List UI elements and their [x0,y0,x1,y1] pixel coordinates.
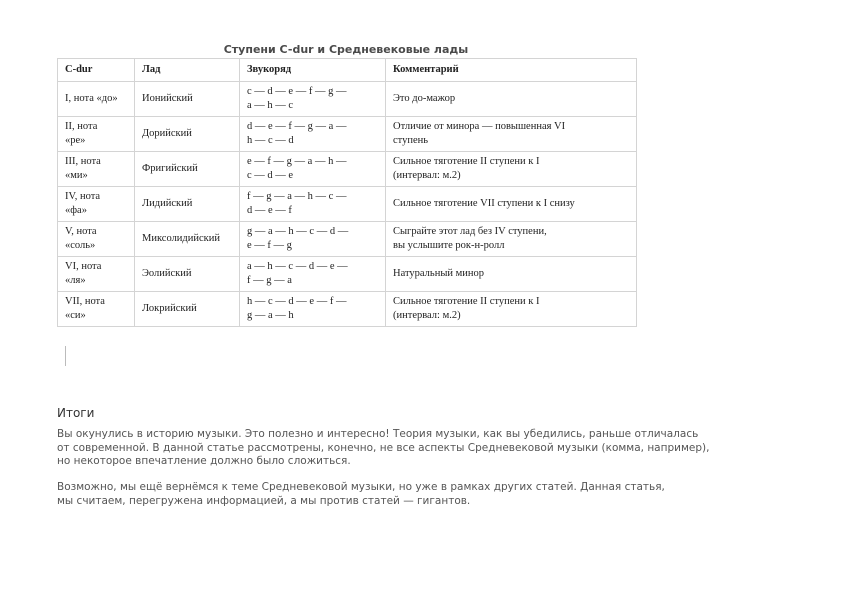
degree-cell [58,292,135,327]
mode-cell: Лидийский [135,187,240,222]
comment-line: ступень [393,135,429,146]
degree-line: I, нота «до» [65,93,118,104]
paragraph-line: Вы окунулись в историю музыки. Это полезно и интересно! Теория музыки, как вы убедились, раньше отличалась [57,428,699,440]
scale-line: e — f — g — a — h — [247,156,347,167]
header-comment: Комментарий [386,59,637,82]
degree-cell [58,152,135,187]
scale-line: g — a — h [247,310,294,321]
scale-line: c — d — e — f — g — [247,86,347,97]
comment-line: Сыграйте этот лад без IV ступени, [393,226,547,237]
scale-cell [240,152,386,187]
scale-line: d — e — f — g — a — [247,121,347,132]
degree-line: «ре» [65,135,86,146]
comment-cell [386,292,637,327]
degree-line: IV, нота [65,191,101,202]
degree-line: II, нота [65,121,98,132]
mode-cell: Локрийский [135,292,240,327]
mode-cell: Миксолидийский [135,222,240,257]
paragraph-line: от современной. В данной статье рассмотрены, конечно, не все аспекты Средневековой музыки (комма, например), [57,441,710,454]
table-title: Ступени C-dur и Средневековые лады [223,43,469,56]
mode-cell: Фригийский [135,152,240,187]
degree-cell [58,117,135,152]
table-row [58,257,637,292]
summary-paragraph-1 [57,428,787,469]
table-row [58,82,637,117]
degree-line: VI, нота [65,261,102,272]
degree-cell [58,257,135,292]
table-row [58,117,637,152]
scale-line: h — c — d [247,135,294,146]
comment-cell [386,82,637,117]
degree-line: «ми» [65,170,88,181]
scale-line: c — d — e [247,170,294,181]
comment-line: Сильное тяготение VII ступени к I снизу [393,198,575,209]
comment-line: Натуральный минор [393,268,485,279]
scale-line: a — h — c [247,100,294,111]
comment-line: вы услышите рок-н-ролл [393,240,505,251]
mode-cell: Дорийский [135,117,240,152]
comment-line: Отличие от минора — повышенная VI [393,121,566,132]
mode-cell: Ионийский [135,82,240,117]
degree-line: «ля» [65,275,86,286]
comment-line: Сильное тяготение II ступени к I [393,296,540,307]
scale-line: g — a — h — c — d — [247,226,349,237]
comment-line: Сильное тяготение II ступени к I [393,156,540,167]
paragraph-line: но некоторое впечатление должно было сложиться. [57,455,351,467]
mode-cell: Эолийский [135,257,240,292]
summary-paragraph-2 [57,481,787,508]
table-row [58,292,637,327]
degree-cell [58,222,135,257]
scale-cell [240,82,386,117]
text-cursor [65,346,66,366]
degree-line: V, нота [65,226,97,237]
scale-cell [240,292,386,327]
degree-cell [58,187,135,222]
degree-cell [58,82,135,117]
header-mode: Лад [135,59,240,82]
table-row [58,152,637,187]
modes-table [57,58,637,327]
scale-cell [240,117,386,152]
comment-cell [386,152,637,187]
scale-line: f — g — a [247,275,292,286]
section-heading: Итоги [57,406,95,420]
comment-line: Это до-мажор [393,93,456,104]
paragraph-line: мы считаем, перегружена информацией, а мы против статей — гигантов. [57,494,471,507]
scale-line: h — c — d — e — f — [247,296,347,307]
scale-cell [240,187,386,222]
scale-line: e — f — g [247,240,292,251]
scale-line: d — e — f [247,205,292,216]
table-row [58,222,637,257]
degree-line: III, нота [65,156,101,167]
scale-cell [240,222,386,257]
comment-cell [386,187,637,222]
scale-line: a — h — c — d — e — [247,261,348,272]
degree-line: «соль» [65,240,96,251]
header-scale: Звукоряд [240,59,386,82]
comment-cell [386,117,637,152]
comment-line: (интервал: м.2) [393,170,461,181]
comment-cell [386,257,637,292]
comment-cell [386,222,637,257]
degree-line: VII, нота [65,296,105,307]
scale-cell [240,257,386,292]
degree-line: «си» [65,310,86,321]
paragraph-line: Возможно, мы ещё вернёмся к теме Средневековой музыки, но уже в рамках других статей. Данная статья, [57,481,665,493]
table-row [58,187,637,222]
header-cdur: C-dur [58,59,135,82]
comment-line: (интервал: м.2) [393,310,461,321]
table-header-row [58,59,637,82]
scale-line: f — g — a — h — c — [247,191,347,202]
degree-line: «фа» [65,205,87,216]
